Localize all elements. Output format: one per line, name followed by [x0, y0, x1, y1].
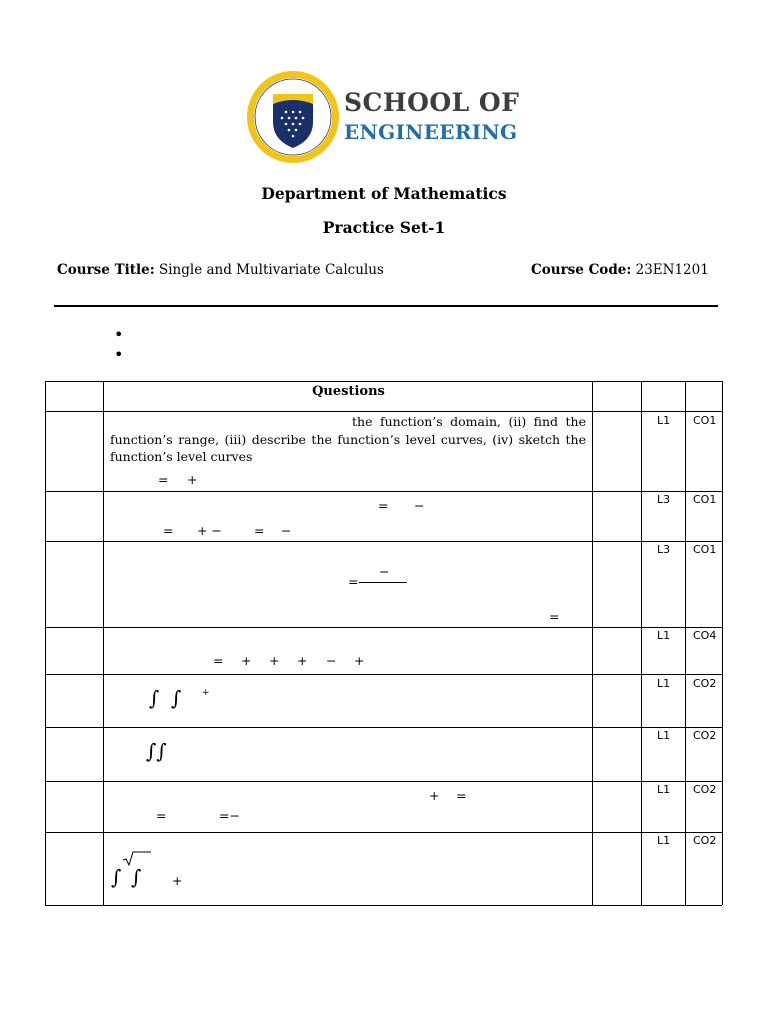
course-title: [57, 262, 384, 278]
question-7-co: CO2: [693, 783, 717, 796]
math-symbol: −: [326, 653, 337, 668]
bullet-point: •: [114, 325, 124, 344]
math-symbol: +: [354, 653, 365, 668]
department-title: Department of Mathematics: [261, 184, 507, 203]
question-4-co: CO4: [693, 629, 717, 642]
math-symbol: =: [254, 523, 265, 538]
bullet-point: •: [114, 345, 124, 364]
math-symbol: +: [202, 688, 210, 698]
header-divider: [54, 305, 718, 307]
integral-symbol: ∫: [149, 686, 160, 710]
math-symbol: +: [429, 788, 440, 803]
practice-set-title: Practice Set-1: [322, 218, 446, 237]
question-3-co: CO1: [693, 543, 717, 556]
integral-symbol: ∫: [131, 865, 142, 889]
course-title-label: Course Title:: [57, 262, 155, 278]
question-1-text: the function’s domain, (ii) find the function’s range, (iii) describe the function’s level curves, (iv) sketch the function’s level curves: [110, 414, 586, 464]
math-symbol: −: [379, 564, 390, 579]
double-integral-symbol: ∫∫: [146, 739, 167, 763]
table-border: [722, 381, 723, 905]
math-symbol: −: [281, 523, 292, 538]
question-3-level: L3: [657, 543, 671, 556]
school-logo: [246, 70, 526, 164]
question-6-co: CO2: [693, 729, 717, 742]
math-symbol: =: [213, 653, 224, 668]
table-border: [45, 381, 46, 905]
logo-title-line1: SCHOOL OF: [344, 88, 520, 117]
question-5-level: L1: [657, 677, 671, 690]
course-code-value: 23EN1201: [635, 262, 709, 278]
table-border: [641, 381, 642, 905]
math-symbol: + −: [197, 523, 222, 538]
math-symbol: =: [348, 574, 359, 589]
math-symbol: =−: [219, 808, 240, 823]
table-border: [45, 627, 722, 628]
question-1-co: CO1: [693, 414, 717, 427]
table-border: [45, 832, 722, 833]
integral-symbol: ∫: [171, 686, 182, 710]
table-border: [592, 381, 593, 905]
question-5-co: CO2: [693, 677, 717, 690]
course-code-label: Course Code:: [531, 262, 632, 278]
course-title-value: Single and Multivariate Calculus: [158, 262, 384, 278]
math-symbol: +: [297, 653, 308, 668]
table-border: [45, 411, 722, 412]
question-2-co: CO1: [693, 493, 717, 506]
questions-column-header: Questions: [312, 384, 385, 399]
course-code: [531, 262, 709, 278]
square-root-icon: [122, 851, 152, 866]
math-symbol: =: [156, 808, 167, 823]
table-border: [45, 674, 722, 675]
fraction-bar: [359, 582, 407, 583]
logo-title-line2: ENGINEERING: [344, 120, 518, 144]
table-border: [45, 541, 722, 542]
table-border: [45, 491, 722, 492]
table-border: [685, 381, 686, 905]
table-border: [45, 781, 722, 782]
math-symbol: +: [269, 653, 280, 668]
table-border: [45, 381, 722, 382]
math-symbol: +: [241, 653, 252, 668]
math-symbol: −: [414, 498, 425, 513]
question-2-level: L3: [657, 493, 671, 506]
integral-symbol: ∫: [111, 865, 122, 889]
table-border: [45, 905, 722, 906]
table-border: [45, 727, 722, 728]
math-symbol: =: [158, 472, 169, 487]
math-symbol: +: [172, 873, 183, 888]
questions-table: [45, 381, 723, 906]
university-seal-icon: [246, 70, 340, 164]
question-8-level: L1: [657, 834, 671, 847]
math-symbol: +: [187, 472, 198, 487]
question-7-level: L1: [657, 783, 671, 796]
question-4-level: L1: [657, 629, 671, 642]
question-1-level: L1: [657, 414, 671, 427]
question-8-co: CO2: [693, 834, 717, 847]
math-symbol: =: [378, 498, 389, 513]
table-border: [103, 381, 104, 905]
math-symbol: =: [456, 788, 467, 803]
question-6-level: L1: [657, 729, 671, 742]
math-symbol: =: [163, 523, 174, 538]
math-symbol: =: [549, 609, 560, 624]
